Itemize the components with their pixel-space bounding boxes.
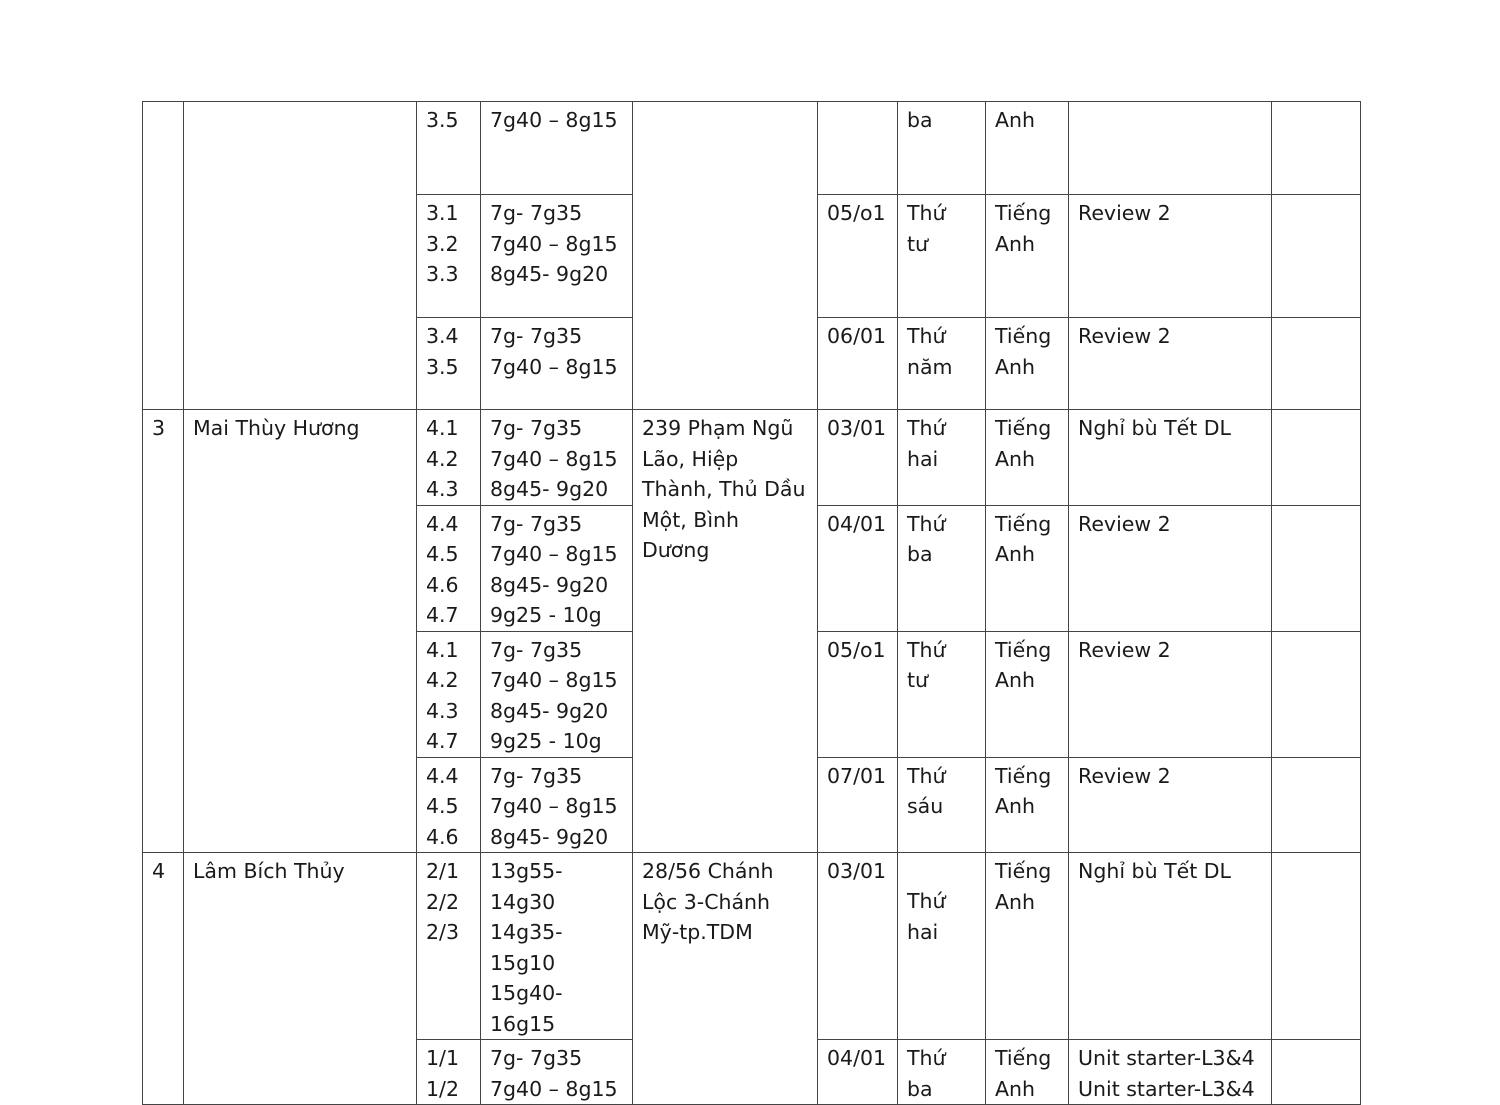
times-cell: 7g40 – 8g15 [481,102,633,195]
day-cell: Thứ sáu [898,757,986,853]
day-cell: Thứ hai [898,410,986,506]
classes-cell: 4.1 4.2 4.3 [417,410,481,506]
classes-cell: 3.4 3.5 [417,318,481,410]
date-cell: 05/o1 [818,631,898,757]
table-row [143,410,1361,506]
times-cell: 7g- 7g35 7g40 – 8g15 8g45- 9g20 [481,195,633,318]
content-cell [1069,102,1272,195]
content-cell: Nghỉ bù Tết DL [1069,853,1272,1040]
subject-cell: Tiếng Anh [986,505,1069,631]
day-cell: Thứ ba [898,1040,986,1105]
address-cell [633,102,818,410]
times-cell: 7g- 7g35 7g40 – 8g15 [481,1040,633,1105]
classes-cell: 2/1 2/2 2/3 [417,853,481,1040]
notes-cell [1272,1040,1361,1105]
address-cell: 239 Phạm Ngũ Lão, Hiệp Thành, Thủ Dầu Một, Bình Dương [633,410,818,853]
subject-cell: Tiếng Anh [986,410,1069,506]
subject-cell: Tiếng Anh [986,631,1069,757]
day-cell: Thứ năm [898,318,986,410]
content-cell: Review 2 [1069,757,1272,853]
times-cell: 7g- 7g35 7g40 – 8g15 [481,318,633,410]
date-cell: 04/01 [818,1040,898,1105]
teacher-cell: Lâm Bích Thủy [184,853,417,1105]
stt-cell: 4 [143,853,184,1105]
content-cell: Review 2 [1069,318,1272,410]
notes-cell [1272,410,1361,506]
notes-cell [1272,757,1361,853]
notes-cell [1272,195,1361,318]
notes-cell [1272,631,1361,757]
date-cell: 05/o1 [818,195,898,318]
stt-cell: 3 [143,410,184,853]
classes-cell: 1/1 1/2 [417,1040,481,1105]
classes-cell: 3.5 [417,102,481,195]
subject-cell: Tiếng Anh [986,195,1069,318]
times-cell: 7g- 7g35 7g40 – 8g15 8g45- 9g20 [481,757,633,853]
day-cell: Thứ ba [898,505,986,631]
content-cell: Review 2 [1069,631,1272,757]
content-cell: Review 2 [1069,505,1272,631]
notes-cell [1272,102,1361,195]
teacher-cell [184,102,417,410]
day-cell: ba [898,102,986,195]
table-row [143,102,1361,195]
subject-cell: Tiếng Anh [986,853,1069,1040]
day-cell: Thứ tư [898,631,986,757]
date-cell: 06/01 [818,318,898,410]
times-cell: 7g- 7g35 7g40 – 8g15 8g45- 9g20 9g25 - 10g [481,631,633,757]
address-cell: 28/56 Chánh Lộc 3-Chánh Mỹ-tp.TDM [633,853,818,1105]
stt-cell [143,102,184,410]
subject-cell: Anh [986,102,1069,195]
times-cell: 7g- 7g35 7g40 – 8g15 8g45- 9g20 9g25 - 10g [481,505,633,631]
content-cell: Review 2 [1069,195,1272,318]
notes-cell [1272,505,1361,631]
schedule-table [142,101,1361,1105]
content-cell: Nghỉ bù Tết DL [1069,410,1272,506]
day-cell: Thứ hai [898,853,986,1040]
notes-cell [1272,318,1361,410]
times-cell: 13g55-14g30 14g35-15g10 15g40-16g15 [481,853,633,1040]
date-cell: 04/01 [818,505,898,631]
classes-cell: 4.4 4.5 4.6 [417,757,481,853]
date-cell: 03/01 [818,410,898,506]
notes-cell [1272,853,1361,1040]
subject-cell: Tiếng Anh [986,1040,1069,1105]
classes-cell: 4.1 4.2 4.3 4.7 [417,631,481,757]
table-row [143,853,1361,1040]
subject-cell: Tiếng Anh [986,757,1069,853]
date-cell [818,102,898,195]
day-cell: Thứ tư [898,195,986,318]
date-cell: 03/01 [818,853,898,1040]
classes-cell: 4.4 4.5 4.6 4.7 [417,505,481,631]
content-cell: Unit starter-L3&4 Unit starter-L3&4 [1069,1040,1272,1105]
classes-cell: 3.1 3.2 3.3 [417,195,481,318]
teacher-cell: Mai Thùy Hương [184,410,417,853]
date-cell: 07/01 [818,757,898,853]
subject-cell: Tiếng Anh [986,318,1069,410]
times-cell: 7g- 7g35 7g40 – 8g15 8g45- 9g20 [481,410,633,506]
